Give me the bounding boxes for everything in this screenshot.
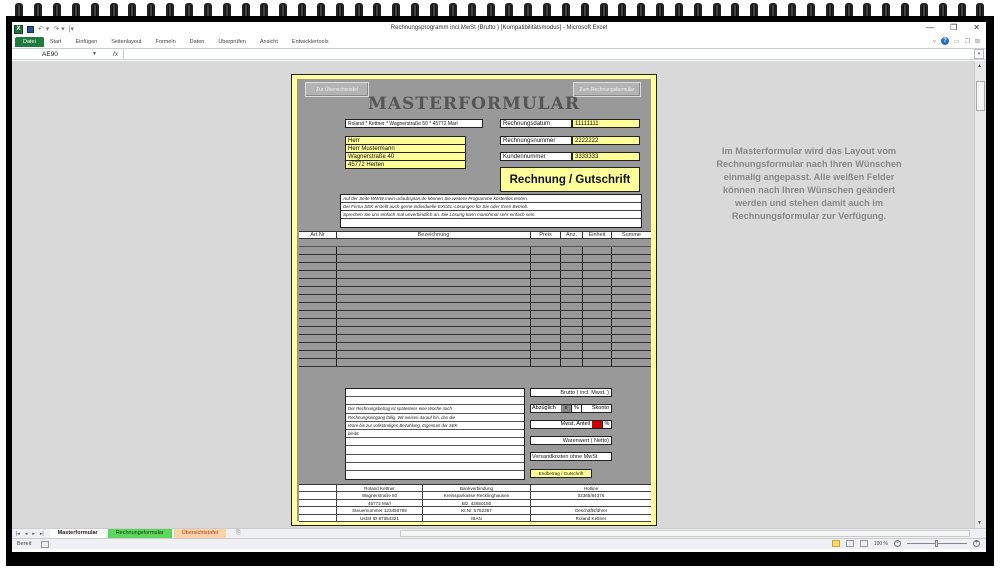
instruction-note: Im Masterformular wird das Layout vom Rechnungsformular nach Ihren Wünschen einmalig angepasst. Alle weißen Felder können nach Ihren Wünschen geändert werden und stehen damit auch im Rechnungsformular zur Verfügung. [716, 146, 902, 221]
table-row[interactable] [299, 319, 651, 327]
discount-row [530, 404, 612, 413]
footer-cell[interactable]: Bankverbindung [423, 485, 531, 491]
table-cell[interactable] [531, 255, 561, 262]
name-box[interactable]: AE90 [42, 50, 58, 58]
tab-einfuegen[interactable]: Einfügen [75, 39, 98, 45]
table-row[interactable] [299, 335, 651, 343]
table-cell[interactable] [531, 343, 561, 350]
table-cell[interactable] [561, 263, 583, 270]
footer-spacer [299, 500, 337, 506]
table-cell[interactable] [561, 351, 583, 358]
table-cell[interactable] [612, 271, 651, 278]
name-box-dropdown-icon[interactable]: ▼ [92, 51, 97, 57]
footer-cell[interactable]: Wagnerstraße 50 [337, 492, 423, 498]
scroll-up-icon[interactable]: ▲ [977, 63, 982, 69]
table-cell[interactable] [583, 279, 612, 286]
table-cell[interactable] [299, 319, 337, 326]
status-bar [12, 538, 986, 549]
table-cell[interactable] [337, 255, 531, 262]
note-line[interactable] [346, 463, 524, 471]
tab-datei[interactable]: Datei [15, 37, 44, 47]
recipient-city[interactable]: 45772 Herten [345, 160, 466, 169]
mwst-row [530, 420, 612, 429]
table-cell[interactable] [612, 359, 651, 366]
discount-percent: % [571, 405, 581, 412]
col-header-artnr: Art.Nr [299, 232, 337, 238]
table-cell[interactable] [612, 247, 651, 254]
ribbon-tabs [12, 36, 986, 48]
table-cell[interactable] [612, 287, 651, 294]
vertical-scroll-thumb[interactable] [976, 81, 985, 111]
footer-spacer [299, 485, 337, 491]
first-sheet-icon[interactable]: |◂ [16, 530, 20, 537]
table-cell[interactable] [583, 319, 612, 326]
table-cell[interactable] [612, 255, 651, 262]
table-cell[interactable] [337, 335, 531, 342]
table-cell[interactable] [531, 319, 561, 326]
table-cell[interactable] [583, 311, 612, 318]
table-cell[interactable] [583, 295, 612, 302]
page-title: MASTERFORMULAR [368, 94, 580, 114]
page-layout-view-icon[interactable] [846, 540, 854, 547]
tab-start[interactable]: Start [49, 39, 62, 45]
document-type-box[interactable]: Rechnung / Gutschrift [500, 167, 640, 192]
note-line[interactable] [346, 389, 524, 397]
info-text-block [340, 194, 642, 228]
vertical-scrollbar[interactable] [974, 61, 986, 528]
prev-sheet-icon[interactable]: ◂ [24, 530, 28, 537]
mwst-percent: % [602, 421, 611, 428]
endbetrag-label: Endbetrag / Gutschrift [530, 469, 592, 478]
sheet-tabs-bar [12, 528, 986, 538]
note-line[interactable]: bleibt. [346, 430, 524, 438]
table-cell[interactable] [337, 295, 531, 302]
status-right [832, 540, 980, 547]
table-cell[interactable] [299, 311, 337, 318]
table-row[interactable] [299, 255, 651, 263]
table-cell[interactable] [531, 335, 561, 342]
table-row[interactable] [299, 279, 651, 287]
table-cell[interactable] [299, 351, 337, 358]
table-row[interactable] [299, 359, 651, 367]
table-cell[interactable] [583, 359, 612, 366]
window-title: Rechnungsprogramm incl.MwSt (Brutto ) [Kompatibilitätsmodus] - Microsoft Excel [390, 25, 608, 31]
footer-cell[interactable]: Roland Kettner [575, 515, 607, 521]
table-cell[interactable] [337, 327, 531, 334]
table-cell[interactable] [583, 343, 612, 350]
table-spacer [299, 239, 651, 247]
overview-button[interactable]: Zur Übersichtstafel [305, 82, 369, 97]
footer-cell[interactable]: Hotline [583, 486, 599, 491]
recipient-salutation[interactable]: Herr [345, 136, 466, 145]
note-line[interactable] [346, 455, 524, 463]
table-cell[interactable] [337, 351, 531, 358]
table-cell[interactable] [561, 255, 583, 262]
table-cell[interactable] [337, 303, 531, 310]
normal-view-icon[interactable] [832, 540, 840, 547]
table-cell[interactable] [583, 255, 612, 262]
note-line[interactable] [346, 446, 524, 454]
table-cell[interactable] [612, 335, 651, 342]
table-cell[interactable] [299, 303, 337, 310]
footer-cell[interactable]: UstSt ID 87654321 [337, 515, 423, 521]
sheet-tab-navigation [12, 531, 44, 537]
excel-app-icon[interactable]: X [14, 25, 23, 34]
footer-cell[interactable]: 45772 Marl [337, 500, 423, 506]
table-cell[interactable] [299, 247, 337, 254]
excel-window [12, 22, 986, 552]
table-cell[interactable] [337, 279, 531, 286]
table-cell[interactable] [612, 343, 651, 350]
table-cell[interactable] [561, 343, 583, 350]
table-cell[interactable] [531, 359, 561, 366]
col-header-bezeichnung: Bezeichnung [337, 232, 531, 238]
table-cell[interactable] [531, 271, 561, 278]
close-button[interactable]: ✕ [973, 23, 980, 32]
table-cell[interactable] [337, 311, 531, 318]
table-cell[interactable] [561, 327, 583, 334]
info-line[interactable] [341, 219, 641, 227]
footer-row [299, 492, 651, 499]
formula-bar [12, 48, 986, 60]
table-row[interactable] [299, 351, 651, 359]
info-line[interactable]: Sprechen Sie uns einfach mal unverbindlich an. Die Lösung kann manchmal sehr einfach sein. [341, 211, 641, 219]
mwst-label: Mwst. Anteil [531, 421, 592, 428]
recipient-street[interactable]: Wagnerstraße 40 [345, 152, 466, 161]
table-cell[interactable] [299, 263, 337, 270]
tab-daten[interactable]: Daten [189, 39, 205, 45]
minimize-ribbon-icon[interactable]: ▿ [932, 38, 936, 45]
undo-icon[interactable]: ↶ ▾ [38, 26, 50, 33]
footer-row [299, 485, 651, 492]
table-cell[interactable] [561, 319, 583, 326]
table-cell[interactable] [531, 351, 561, 358]
table-cell[interactable] [583, 335, 612, 342]
mwst-rate[interactable]: 19 [593, 421, 601, 427]
footer-cell[interactable]: 02365/84376 [577, 493, 605, 499]
tab-formeln[interactable]: Formeln [155, 39, 176, 45]
table-cell[interactable] [612, 303, 651, 310]
table-cell[interactable] [337, 271, 531, 278]
table-cell[interactable] [612, 279, 651, 286]
formula-input[interactable] [123, 49, 974, 59]
note-line[interactable]: Rechnungseingang fällig. Wir weisen darauf hin, das die [346, 414, 524, 422]
tab-ansicht[interactable]: Ansicht [259, 39, 278, 45]
table-cell[interactable] [337, 287, 531, 294]
table-cell[interactable] [612, 295, 651, 302]
table-cell[interactable] [561, 311, 583, 318]
zoom-slider[interactable] [907, 543, 967, 544]
restore-button[interactable]: ❐ [950, 23, 958, 32]
help-icon[interactable]: ? [941, 37, 949, 45]
table-cell[interactable] [583, 303, 612, 310]
table-row[interactable] [299, 247, 651, 255]
footer-cell[interactable] [531, 500, 651, 506]
table-row[interactable] [299, 343, 651, 351]
last-sheet-icon[interactable]: ▸| [39, 530, 44, 537]
note-line[interactable]: Der Rechnungsbetrag ist spätestens eine Woche nach [346, 405, 524, 413]
footer-spacer [299, 507, 337, 513]
table-row[interactable] [299, 295, 651, 303]
table-cell[interactable] [583, 263, 612, 270]
invoice-form [291, 74, 657, 526]
next-sheet-icon[interactable]: ▸ [32, 530, 35, 537]
footer-row [299, 515, 651, 522]
sheet-tab-rechnungsformular[interactable]: Rechnungsformular [108, 529, 172, 538]
table-cell[interactable] [583, 327, 612, 334]
table-cell[interactable] [561, 359, 583, 366]
table-cell[interactable] [561, 271, 583, 278]
table-cell[interactable] [299, 335, 337, 342]
line-items-table [299, 231, 651, 367]
table-cell[interactable] [299, 279, 337, 286]
note-line[interactable] [346, 438, 524, 446]
table-cell[interactable] [561, 303, 583, 310]
table-cell[interactable] [612, 263, 651, 270]
footer-row [299, 500, 651, 507]
invoice-date-label: Rechnungsdatum [500, 119, 572, 128]
table-cell[interactable] [299, 295, 337, 302]
table-cell[interactable] [612, 351, 651, 358]
table-cell[interactable] [612, 319, 651, 326]
workbook-restore-icon[interactable]: ❐ [964, 38, 970, 45]
sheet-tab-uebersichtstafel[interactable]: Übersichtstafel [174, 529, 226, 538]
table-cell[interactable] [337, 263, 531, 270]
table-cell[interactable] [561, 247, 583, 254]
ribbon-right-controls [933, 37, 980, 45]
zoom-in-icon[interactable]: + [974, 540, 979, 546]
note-line[interactable] [346, 397, 524, 405]
footer-table [299, 484, 651, 522]
payment-notes [345, 388, 525, 480]
table-cell[interactable] [337, 319, 531, 326]
table-header [299, 231, 651, 239]
invoice-form-body [297, 79, 651, 521]
macro-record-icon[interactable] [41, 541, 49, 548]
table-cell[interactable] [583, 287, 612, 294]
insert-sheet-icon[interactable]: ⎘ [236, 530, 241, 536]
table-cell[interactable] [337, 343, 531, 350]
skonto-label: Skonto [581, 405, 611, 412]
abzueglich-label: Abzüglich [531, 405, 561, 412]
note-line[interactable]: Ware bis zur vollständigen Bezahlung, Eigentum der SEK [346, 422, 524, 430]
table-cell[interactable] [531, 327, 561, 334]
table-cell[interactable] [612, 327, 651, 334]
col-header-preis: Preis [531, 232, 561, 238]
expand-formula-bar-icon[interactable]: ▾ [974, 49, 984, 59]
table-row[interactable] [299, 271, 651, 279]
customer-number-label: Kundennummer [500, 152, 572, 161]
status-ready: Bereit [17, 541, 32, 547]
invoice-form-button[interactable]: Zum Rechnungsformular [573, 82, 641, 97]
table-cell[interactable] [299, 271, 337, 278]
table-cell[interactable] [531, 311, 561, 318]
table-cell[interactable] [531, 303, 561, 310]
table-row[interactable] [299, 263, 651, 271]
table-cell[interactable] [299, 327, 337, 334]
horizontal-scrollbar[interactable] [400, 530, 970, 537]
table-cell[interactable] [561, 279, 583, 286]
col-header-summe: Summe [622, 232, 641, 238]
warenwert-label: Warenwert ( Netto) [530, 436, 612, 445]
table-body [299, 247, 651, 367]
footer-cell[interactable]: Blz. 42650150 [423, 500, 531, 506]
redo-icon[interactable]: ↷ ▾ [53, 26, 65, 33]
insert-function-icon[interactable]: fx [112, 50, 119, 58]
note-line[interactable] [346, 471, 524, 479]
invoice-number-value[interactable]: 2222222 [572, 136, 640, 145]
zoom-out-icon[interactable]: − [895, 540, 900, 546]
footer-cell[interactable]: IBAN [423, 515, 531, 521]
footer-spacer [299, 515, 337, 521]
table-cell[interactable] [583, 351, 612, 358]
table-cell[interactable] [561, 295, 583, 302]
col-header-anz: Anz. [561, 232, 583, 238]
window-controls [926, 23, 980, 32]
worksheet-area[interactable] [12, 61, 974, 528]
page-break-view-icon[interactable] [860, 540, 868, 547]
table-cell[interactable] [299, 343, 337, 350]
table-cell[interactable] [583, 247, 612, 254]
table-cell[interactable] [337, 359, 531, 366]
workbook-close-icon[interactable]: ⊠ [974, 38, 980, 45]
footer-cell[interactable]: Geschäftsführer [574, 508, 608, 514]
scroll-down-icon[interactable]: ▼ [977, 520, 982, 526]
table-cell[interactable] [531, 295, 561, 302]
table-cell[interactable] [531, 247, 561, 254]
tab-entwicklertools[interactable]: Entwicklertools [291, 39, 329, 45]
table-cell[interactable] [337, 247, 531, 254]
footer-cell[interactable]: Kreissparkasse Recklinghausen [423, 492, 531, 498]
footer-cell[interactable]: Steuernummer 123456789 [337, 507, 423, 513]
discount-value[interactable]: x [561, 405, 571, 412]
table-cell[interactable] [612, 311, 651, 318]
table-cell[interactable] [531, 287, 561, 294]
tab-seitenlayout[interactable]: Seitenlayout [111, 39, 142, 45]
info-line[interactable]: Die Firma SEK erstellt auch gerne individuelle EXCEL-Lösungen für Sie oder Ihren Betrieb. [341, 203, 641, 211]
versand-label: Versandkosten ohne MwSt [530, 452, 612, 461]
info-line[interactable]: Auf der Seite WWW.mein-urlaubsplan.de können Sie weitere Programme kostenlos testen. [341, 195, 641, 203]
footer-cell[interactable]: Kt.Nr. 5752357 [423, 507, 531, 513]
table-cell[interactable] [561, 335, 583, 342]
table-cell[interactable] [531, 279, 561, 286]
table-row[interactable] [299, 303, 651, 311]
minimize-button[interactable]: — [926, 23, 935, 32]
customer-number-value[interactable]: 3333333 [572, 152, 640, 161]
footer-cell[interactable]: Roland Kettner [337, 485, 423, 491]
sheet-tab-masterformular[interactable]: Masterformular [50, 529, 106, 538]
col-header-einheit: Einheit [583, 232, 612, 238]
tab-ueberpruefen[interactable]: Überprüfen [218, 39, 246, 45]
table-row[interactable] [299, 311, 651, 319]
zoom-level[interactable]: 100 % [873, 540, 888, 547]
footer-spacer [299, 492, 337, 498]
table-cell[interactable] [531, 263, 561, 270]
invoice-number-label: Rechnungsnummer [500, 136, 572, 145]
sender-line[interactable]: Roland * Kettner * Wagnerstraße 50 * 45772 Marl [345, 119, 483, 128]
table-row[interactable] [299, 287, 651, 295]
brutto-label: Brutto ( incl. Mwst. ) [530, 388, 612, 397]
table-cell[interactable] [299, 287, 337, 294]
invoice-date-value[interactable]: 11111111 [572, 119, 640, 128]
table-row[interactable] [299, 327, 651, 335]
table-cell[interactable] [583, 271, 612, 278]
title-bar [12, 22, 986, 36]
table-cell[interactable] [299, 255, 337, 262]
table-cell[interactable] [561, 287, 583, 294]
workbook-minimize-icon[interactable]: ▭ [953, 38, 960, 45]
recipient-name[interactable]: Herr Mustermann [345, 144, 466, 153]
footer-row [299, 507, 651, 514]
customize-qat-icon[interactable]: |▾ [68, 26, 74, 33]
table-cell[interactable] [299, 359, 337, 366]
